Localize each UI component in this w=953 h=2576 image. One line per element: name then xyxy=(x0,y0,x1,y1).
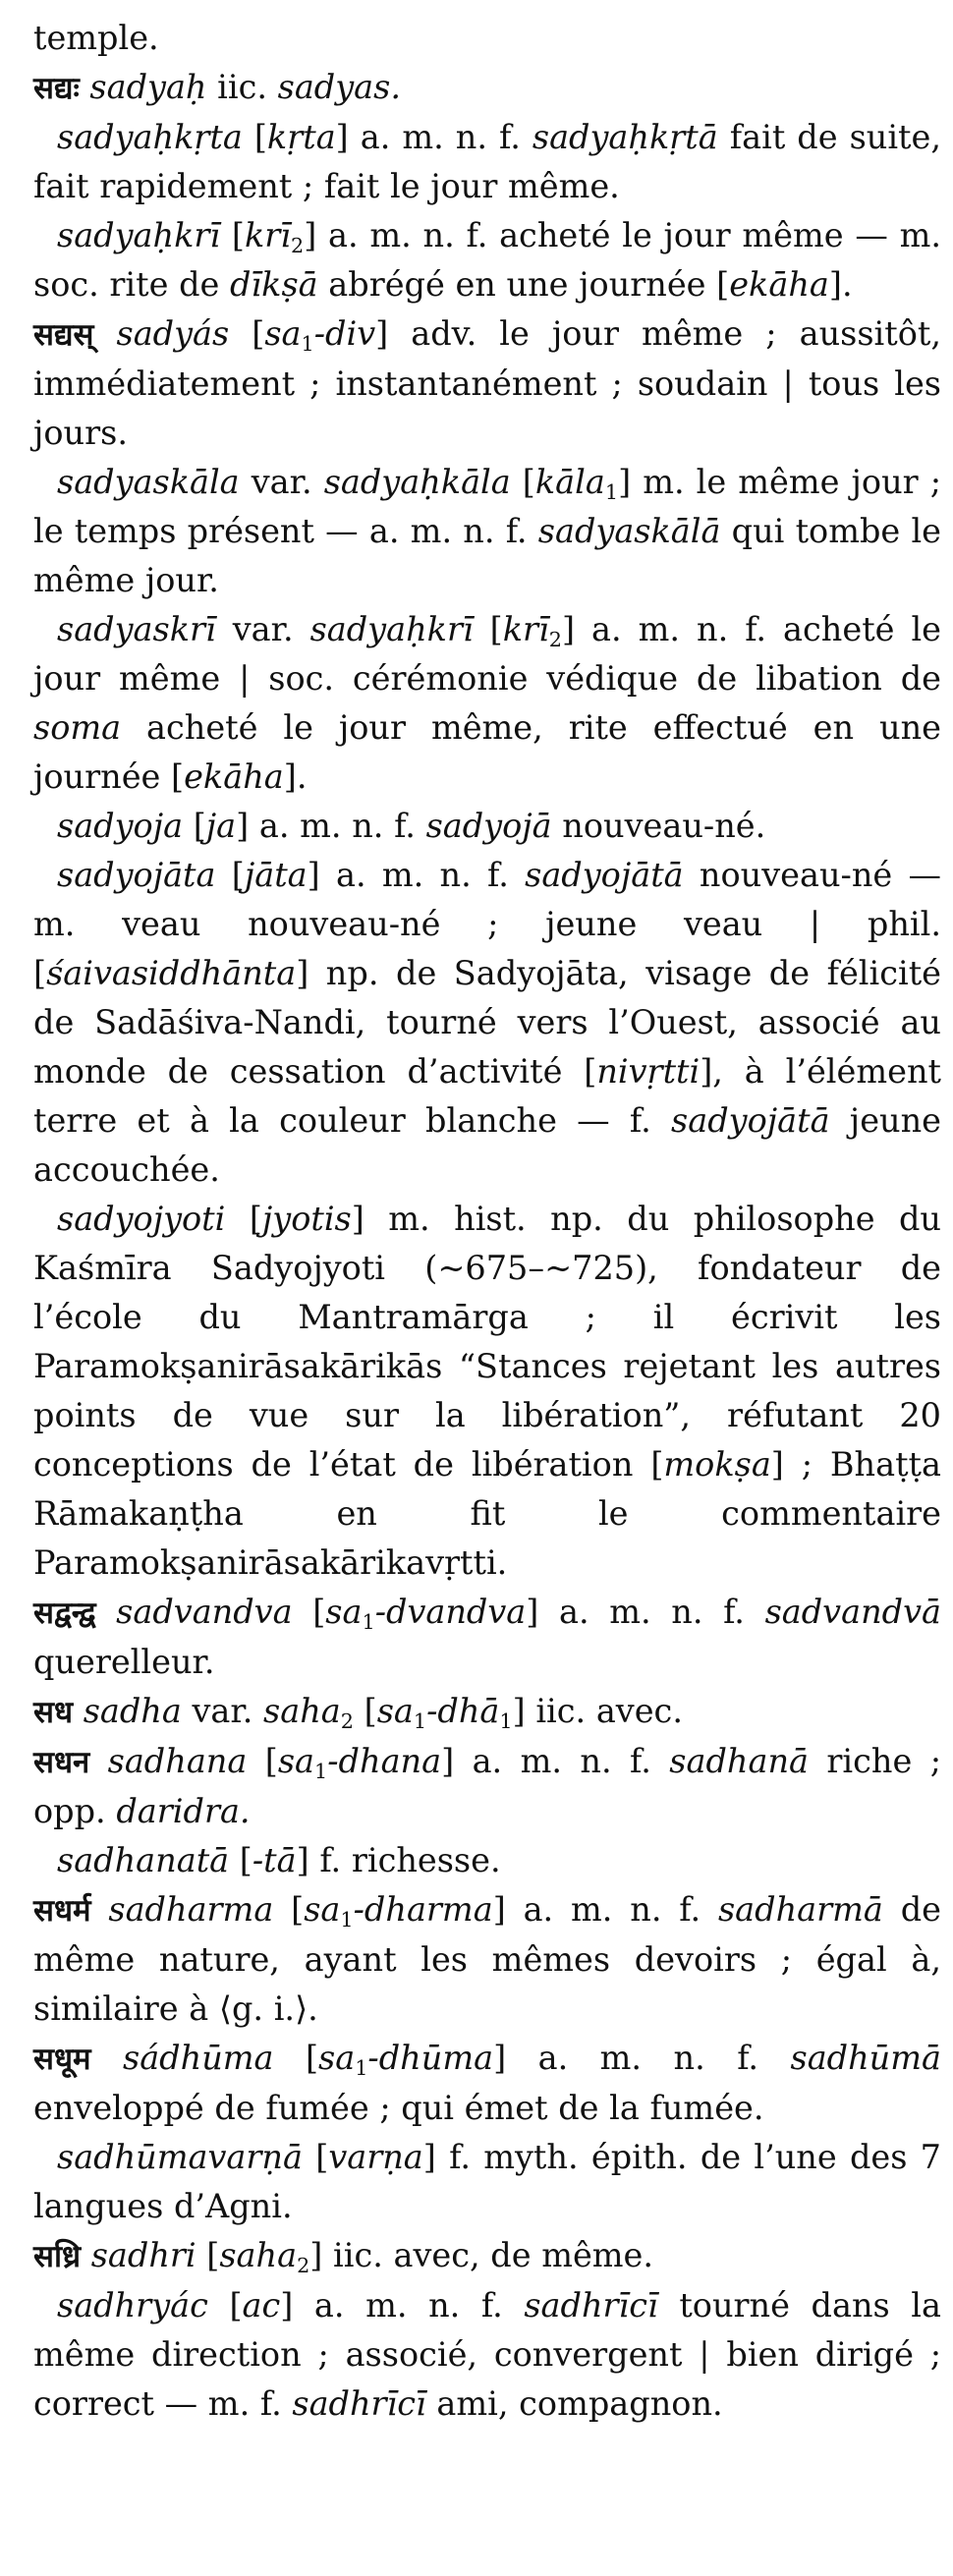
entry-text xyxy=(91,1890,109,1929)
entry-text: ] iic. avec. xyxy=(512,1692,683,1730)
entry-text: var. xyxy=(181,1692,264,1730)
entry-text: ami, compagnon. xyxy=(425,2384,723,2423)
entry-text xyxy=(89,1742,107,1780)
italic-term: sadhri xyxy=(90,2236,196,2274)
devanagari-headword: सधर्म xyxy=(33,1893,91,1929)
italic-term: -dhūma xyxy=(367,2039,494,2077)
entry-text: nouveau-né. xyxy=(551,807,766,845)
entry-text: [ xyxy=(510,463,535,501)
subscript-index: 2 xyxy=(548,627,562,651)
italic-term: sadhanā xyxy=(669,1742,810,1780)
entry-text: ] a. m. n. f. xyxy=(236,807,426,845)
italic-term: jāta xyxy=(244,856,308,894)
entry-text: fait de suite, fait rapidement ; fait le jour même. xyxy=(33,118,941,205)
dictionary-subentry xyxy=(33,2281,941,2429)
subscript-index: 1 xyxy=(340,1907,354,1932)
entry-text: [ xyxy=(473,610,503,648)
italic-term: ac xyxy=(242,2286,281,2324)
entry-text: qui tombe le même jour. xyxy=(33,512,941,599)
entry-text: [ xyxy=(229,314,265,353)
italic-term: sadhanatā xyxy=(57,1841,230,1879)
entry-text: ] a. m. n. f. xyxy=(307,856,526,894)
entry-text xyxy=(80,68,90,106)
entry-text: riche ; opp. xyxy=(33,1742,941,1830)
subscript-index: 1 xyxy=(314,1759,328,1783)
italic-term: sadyaḥkāla xyxy=(323,463,511,501)
entry-text: var. xyxy=(239,463,324,501)
italic-term: sadyojātā xyxy=(671,1101,830,1140)
italic-term: -dhana xyxy=(327,1742,442,1780)
italic-term: mokṣa xyxy=(663,1445,771,1484)
entry-text: [ xyxy=(242,118,267,156)
entry-text: [ xyxy=(247,1742,278,1780)
devanagari-headword: सधूम xyxy=(33,2042,91,2077)
italic-term: sadhryác xyxy=(57,2286,208,2324)
entry-text: [ xyxy=(229,1841,252,1879)
entry-text xyxy=(91,2039,123,2077)
italic-term: sadyojā xyxy=(425,807,552,845)
dictionary-headword-entry xyxy=(33,1687,941,1737)
dictionary-subentry xyxy=(33,851,941,1195)
italic-term: kṛta xyxy=(266,118,336,156)
entry-text: [ xyxy=(292,1593,326,1631)
entry-text: ] ; Bhaṭṭa Rāmakaṇṭha en fit le commentaire Paramokṣanirāsakārikavṛtti. xyxy=(33,1445,941,1582)
dictionary-headword-entry xyxy=(33,1588,941,1687)
italic-term: saha xyxy=(263,1692,341,1730)
italic-term: sadyaḥkrī xyxy=(57,216,221,254)
dictionary-headword-entry xyxy=(33,2231,941,2281)
italic-term: sadyaḥ xyxy=(89,68,207,106)
italic-term: ekāha xyxy=(184,757,284,796)
devanagari-headword: सद्यस् xyxy=(33,317,94,353)
italic-term: sadyas. xyxy=(277,68,401,106)
entry-text: ] a. m. n. f. xyxy=(280,2286,525,2324)
dictionary-headword-entry xyxy=(33,2034,941,2133)
entry-text: ] a. m. n. f. xyxy=(526,1593,765,1631)
italic-term: sadyoja xyxy=(57,807,184,845)
entry-text: ]. xyxy=(828,265,853,304)
subscript-index: 1 xyxy=(301,331,314,356)
italic-term: sadvandvā xyxy=(764,1593,942,1631)
italic-term: sa xyxy=(376,1692,414,1730)
entry-text: ] a. m. n. f. xyxy=(441,1742,670,1780)
devanagari-headword: सध्रि xyxy=(33,2239,82,2274)
entry-text: [ xyxy=(302,2138,329,2176)
dictionary-subentry xyxy=(33,1836,941,1885)
italic-term: jyotis xyxy=(261,1200,352,1238)
entry-text: abrégé en une journée [ xyxy=(317,265,730,304)
entry-text: ] m. hist. np. du philosophe du Kaśmīra Sadyojyoti (∼675–∼725), fondateur de l’école du Mantramārga ; il écrivit les Paramokṣanirāsakārikās “Stances rejetant les autres points de vue sur la libération”, réfutant 20 conceptions de l’état de libération [ xyxy=(33,1200,942,1484)
entry-text: ] a. m. n. f. xyxy=(335,118,533,156)
dictionary-continuation xyxy=(33,14,941,63)
dictionary-headword-entry xyxy=(33,309,941,458)
italic-term: -div xyxy=(313,314,376,353)
entry-text xyxy=(81,2236,91,2274)
entry-text: [ xyxy=(273,1890,305,1929)
entry-text: ] a. m. n. f. xyxy=(492,1890,718,1929)
italic-term: sadyaḥkṛtā xyxy=(532,118,718,156)
dictionary-subentry xyxy=(33,605,941,802)
dictionary-subentry xyxy=(33,1195,941,1588)
entry-text: ] adv. le jour même ; aussitôt, immédiatement ; instantanément ; soudain | tous les jours. xyxy=(33,314,941,452)
entry-text: acheté le jour même, rite effectué en une journée [ xyxy=(33,708,941,796)
italic-term: ekāha xyxy=(729,265,829,304)
entry-text: ] np. de Sadyojāta, visage de félicité de Sadāśiva-Nandi, tourné vers l’Ouest, associé au monde de cessation d’activité [ xyxy=(33,954,941,1091)
entry-text: [ xyxy=(207,2286,243,2324)
subscript-index: 1 xyxy=(413,1708,427,1733)
entry-text xyxy=(73,1692,84,1730)
italic-term: sadyaḥkṛta xyxy=(57,118,243,156)
dictionary-subentry xyxy=(33,458,941,605)
italic-term: krī xyxy=(244,216,291,254)
italic-term: sadyaḥkrī xyxy=(309,610,474,648)
italic-term: sadyaskālā xyxy=(537,512,721,550)
entry-text: var. xyxy=(215,610,310,648)
entry-text: [ xyxy=(215,856,245,894)
entry-text: [ xyxy=(183,807,206,845)
devanagari-headword: सधन xyxy=(33,1745,90,1780)
italic-term: sadhrīcī xyxy=(524,2286,658,2324)
entry-text: [ xyxy=(353,1692,377,1730)
italic-term: -dharma xyxy=(353,1890,493,1929)
entry-text: enveloppé de fumée ; qui émet de la fumée. xyxy=(33,2089,764,2127)
subscript-index: 1 xyxy=(362,1609,375,1634)
devanagari-headword: सद्वन्द्व xyxy=(33,1596,96,1631)
subscript-index: 1 xyxy=(355,2055,368,2080)
dictionary-subentry xyxy=(33,802,941,851)
italic-term: soma xyxy=(33,708,122,747)
dictionary-subentry xyxy=(33,2133,941,2231)
italic-term: nivṛtti xyxy=(596,1052,701,1091)
italic-term: sadyojyoti xyxy=(57,1200,226,1238)
entry-text: temple. xyxy=(33,19,159,57)
subscript-index: 2 xyxy=(290,233,305,257)
subscript-index: 2 xyxy=(340,1708,354,1733)
entry-text: iic. xyxy=(206,68,278,106)
dictionary-subentry xyxy=(33,211,941,309)
entry-text xyxy=(96,1593,117,1631)
italic-term: sadyás xyxy=(116,314,230,353)
italic-term: ja xyxy=(205,807,237,845)
italic-term: sadyaskrī xyxy=(57,610,216,648)
italic-term: kāla xyxy=(534,463,605,501)
italic-term: sadhrīcī xyxy=(292,2384,426,2423)
italic-term: sadhana xyxy=(107,1742,248,1780)
italic-term: sadyaskāla xyxy=(57,463,240,501)
entry-text: ], à l’élément terre et à la couleur blanche — f. xyxy=(33,1052,941,1140)
italic-term: sa xyxy=(318,2039,356,2077)
entry-text: ] a. m. n. f. acheté le jour même — m. soc. rite de xyxy=(33,216,941,304)
devanagari-headword: सध xyxy=(33,1695,74,1730)
entry-text: [ xyxy=(273,2039,319,2077)
entry-text: ] a. m. n. f. acheté le jour même | soc. cérémonie védique de libation de xyxy=(33,610,941,698)
italic-term: sadharma xyxy=(108,1890,274,1929)
subscript-index: 2 xyxy=(297,2253,310,2277)
entry-text: ] f. myth. épith. de l’une des 7 langues d’Agni. xyxy=(33,2138,941,2225)
italic-term: sa xyxy=(277,1742,315,1780)
italic-term: sadyojāta xyxy=(57,856,216,894)
italic-term: sadhūmavarṇā xyxy=(57,2138,303,2176)
italic-term: sadhūmā xyxy=(790,2039,941,2077)
devanagari-headword: सद्यः xyxy=(33,71,80,106)
italic-term: saha xyxy=(219,2236,298,2274)
italic-term: sadvandva xyxy=(116,1593,293,1631)
italic-term: varṇa xyxy=(328,2138,423,2176)
italic-term: -dvandva xyxy=(374,1593,527,1631)
entry-text: [ xyxy=(225,1200,262,1238)
italic-term: sádhūma xyxy=(123,2039,274,2077)
entry-text: ] iic. avec, de même. xyxy=(309,2236,654,2274)
dictionary-subentry xyxy=(33,113,941,211)
entry-text: ]. xyxy=(283,757,308,796)
italic-term: krī xyxy=(502,610,549,648)
entry-text: nouveau-né — m. veau nouveau-né ; jeune veau | phil. [ xyxy=(33,856,942,992)
entry-text: jeune accouchée. xyxy=(33,1101,941,1189)
entry-text: ] m. le même jour ; le temps présent — a. m. n. f. xyxy=(33,463,942,550)
italic-term: sa xyxy=(304,1890,341,1929)
italic-term: śaivasiddhānta xyxy=(46,954,297,992)
subscript-index: 1 xyxy=(499,1708,513,1733)
italic-term: sadyojātā xyxy=(525,856,684,894)
dictionary-headword-entry xyxy=(33,63,941,113)
italic-term: sa xyxy=(264,314,302,353)
subscript-index: 1 xyxy=(604,479,619,504)
dictionary-headword-entry xyxy=(33,1737,941,1836)
entry-text: querelleur. xyxy=(33,1643,215,1681)
entry-text: [ xyxy=(220,216,245,254)
entry-text: [ xyxy=(196,2236,220,2274)
italic-term: dīkṣā xyxy=(230,265,318,304)
entry-text: ] f. richesse. xyxy=(296,1841,501,1879)
entry-text: de même nature, ayant les mêmes devoirs ; égal à, similaire à ⟨g. i.⟩. xyxy=(33,1890,941,2028)
entry-text xyxy=(93,314,116,353)
italic-term: -tā xyxy=(252,1841,297,1879)
italic-term: daridra. xyxy=(116,1792,251,1830)
italic-term: sadha xyxy=(83,1692,182,1730)
dictionary-headword-entry xyxy=(33,1885,941,2034)
entry-text: tourné dans la même direction ; associé, convergent | bien dirigé ; correct — m. f. xyxy=(33,2286,941,2423)
italic-term: sa xyxy=(325,1593,363,1631)
italic-term: -dhā xyxy=(426,1692,500,1730)
entry-text: ] a. m. n. f. xyxy=(493,2039,791,2077)
italic-term: sadharmā xyxy=(717,1890,883,1929)
